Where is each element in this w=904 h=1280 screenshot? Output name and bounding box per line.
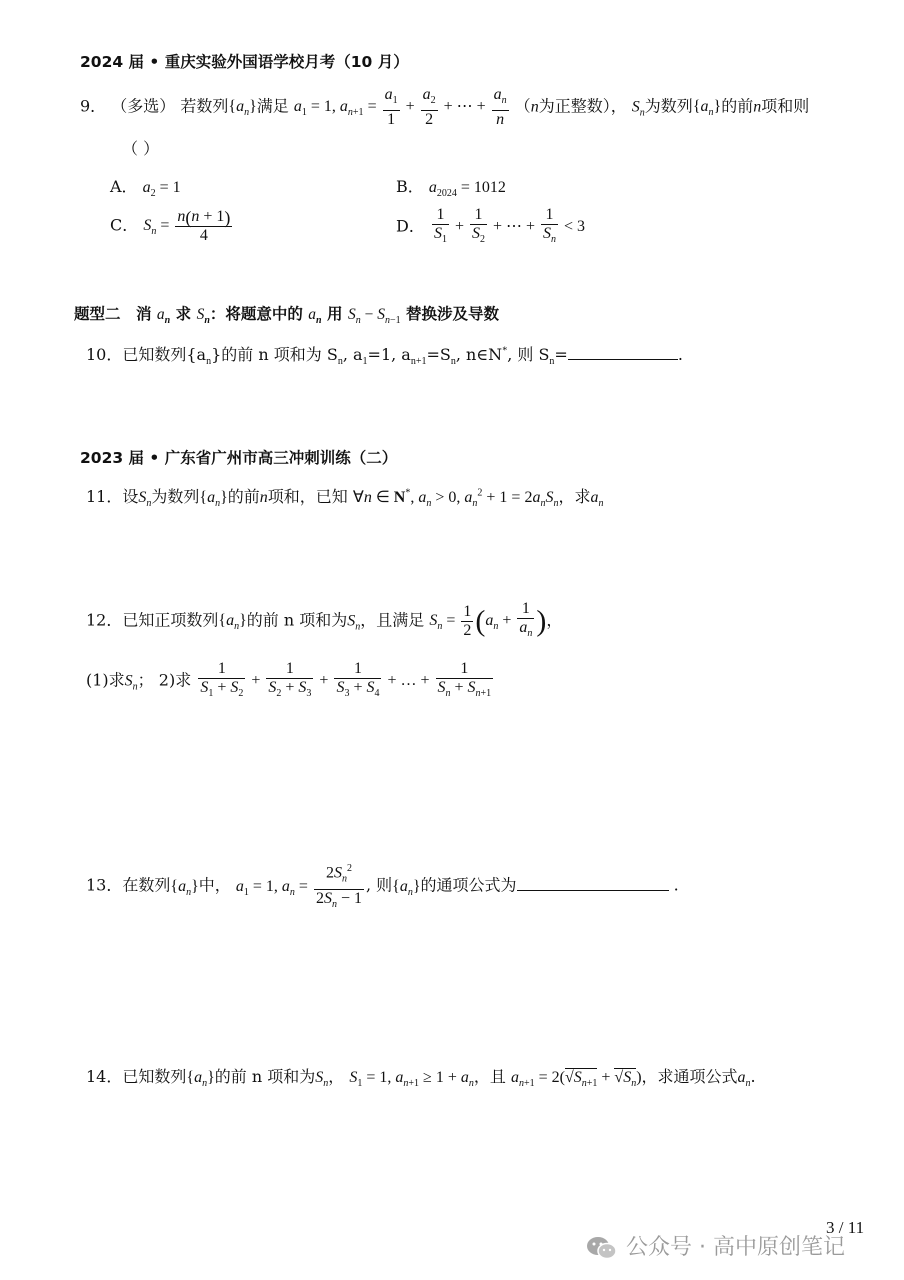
question-tag: （多选） bbox=[111, 96, 176, 116]
question-number: 13． bbox=[86, 875, 123, 895]
question-9: 9． （多选） 若数列$\{a_n\}$满足 $a_1 = 1$, $a_{n+1}$ = $\frac{a_1}{1}$ + $\frac{a_2}{2}$ + ⋯ + $\frac{a_n}{n}$ （n为正整数）， $S_n$为数列$\{a_n\}$的前n项和则 bbox=[80, 86, 810, 129]
question-number: 12． bbox=[86, 610, 123, 630]
question-14: 14．已知数列$\{a_n\}$的前 n 项和为$S_n$， $S_1 = 1$, $a_{n+1} \ge 1 + a_n$，且 $a_{n+1} = 2(√S_{n+1} + √S_n)$，求通项公式$a_n$. bbox=[86, 1067, 756, 1090]
question-11: 11．设$S_n$为数列$\{a_n\}$的前n项和，已知 ∀n ∈ N*, $a_n > 0$, $a_n^2 + 1 = 2a_nS_n$，求$a_n$ bbox=[86, 487, 604, 510]
question-number: 9． bbox=[80, 96, 107, 116]
question-10: 10．已知数列$\{a_n\}$的前 n 项和为 $S_n$, $a_1=1$, $a_{n+1}=S_n$, n∈N*, 则 $S_n=$ . bbox=[86, 345, 683, 368]
watermark: 公众号 · 高中原创笔记 bbox=[586, 1230, 845, 1261]
recurrence-formula: $a_1 = 1$, $a_{n+1}$ = $\frac{a_1}{1}$ + $\frac{a_2}{2}$ + ⋯ + $\frac{a_n}{n}$ bbox=[293, 86, 507, 129]
question-12: 12．已知正项数列$\{a_n\}$的前 n 项和为$S_n$，且满足 $S_n$ = $\frac{1}{2}$ ($a_n$ + $\frac{1}{a_n}$ )， bbox=[86, 600, 563, 640]
page-number: 3 / 11 bbox=[826, 1218, 865, 1237]
exam-source-header-2: 2023 届 • 广东省广州市高三冲刺训练（二） bbox=[80, 449, 398, 467]
topic-title: 题型二 消 $a_n$ 求 $S_n$：将题意中的 $a_n$ 用 $S_n - S_{n-1}$ 替换涉及导数 bbox=[74, 305, 499, 327]
option-a: A． $a_2 = 1$ bbox=[110, 177, 181, 200]
question-number: 14． bbox=[86, 1067, 123, 1086]
answer-parentheses: （ ） bbox=[122, 139, 160, 158]
question-13: 13．在数列$\{a_n\}$中， $a_1 = 1$, $a_n$ = $\frac{2S_n^2}{2S_n - 1}$ , 则$\{a_n\}$的通项公式为 . bbox=[86, 860, 679, 914]
option-c: C． $S_n$ = $\frac{n(n + 1)}{4}$ bbox=[110, 207, 231, 245]
exam-source-header-1: 2024 届 • 重庆实验外国语学校月考（10 月） bbox=[80, 53, 409, 71]
wechat-icon bbox=[586, 1236, 618, 1260]
option-b: B． $a_{2024} = 1012$ bbox=[396, 177, 506, 200]
question-number: 11． bbox=[86, 487, 123, 506]
answer-blank bbox=[568, 345, 678, 360]
answer-blank bbox=[517, 876, 669, 891]
option-d: D． $\frac{1}{S_1}$ + $\frac{1}{S_2}$ + ⋯ + $\frac{1}{S_n}$ < 3 bbox=[396, 206, 586, 246]
question-12-subparts: (1)求$S_n$； 2)求 $\frac{1}{S_1 + S_2}$ + $\frac{1}{S_2 + S_3}$ + $\frac{1}{S_3 + S_4}$ + … + $\frac{1}{S_n + S_{n+1}}$ bbox=[86, 660, 492, 700]
question-number: 10． bbox=[86, 345, 123, 364]
